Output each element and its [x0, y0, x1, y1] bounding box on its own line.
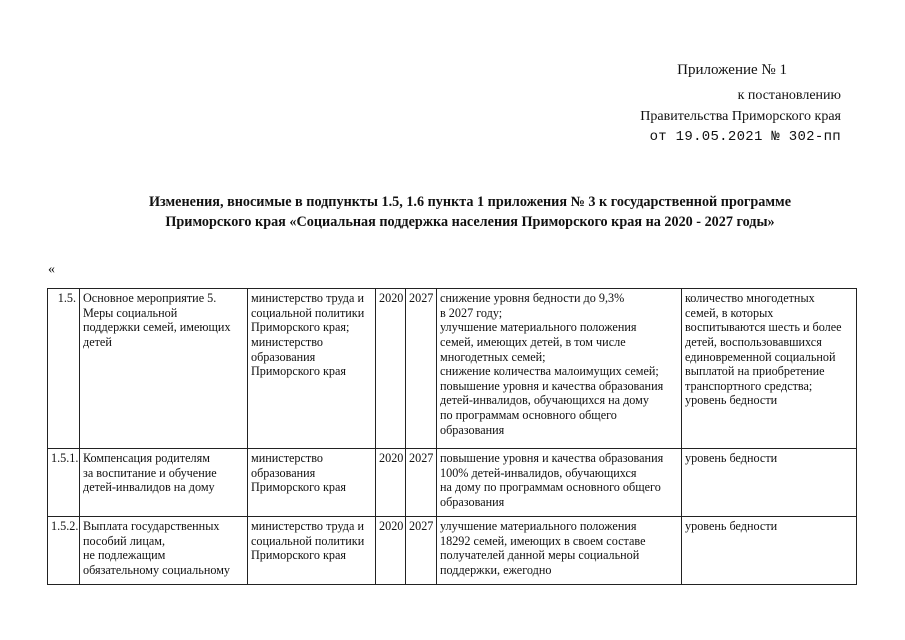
measure-start-year: 2020	[376, 449, 406, 517]
measure-number: 1.5.2.	[48, 517, 80, 585]
table-row	[48, 449, 857, 517]
ruling-date-number: от 19.05.2021 № 302-пп	[649, 129, 841, 145]
measure-executor: министерство образования Приморского края	[248, 449, 376, 517]
measure-start-year: 2020	[376, 289, 406, 449]
measure-executor: министерство труда и социальной политики Приморского края	[248, 517, 376, 585]
measure-end-year: 2027	[406, 289, 437, 449]
ruling-line-1: к постановлению	[737, 88, 841, 103]
measure-executor: министерство труда и социальной политики Приморского края; министерство образования Приморского края	[248, 289, 376, 449]
document-title-line-1: Изменения, вносимые в подпункты 1.5, 1.6 пункта 1 приложения № 3 к государственной программе	[148, 194, 791, 210]
table-row	[48, 289, 857, 449]
ruling-reference	[640, 85, 841, 148]
measure-name: Основное мероприятие 5. Меры социальной поддержки семей, имеющих детей	[80, 289, 248, 449]
measure-end-year: 2027	[406, 449, 437, 517]
measure-indicator: уровень бедности	[682, 449, 857, 517]
measure-name: Выплата государственных пособий лицам, не подлежащим обязательному социальному	[80, 517, 248, 585]
measure-indicator: количество многодетных семей, в которых воспитываются шесть и более детей, воспользовавшихся единовременной социальной выплатой на приобретение транспортного средства; уровень бедности	[682, 289, 857, 449]
document-title-line-2: Приморского края «Социальная поддержка населения Приморского края на 2020 - 2027 годы»	[165, 213, 775, 230]
opening-quote-mark: «	[48, 262, 55, 277]
measure-expected-result: снижение уровня бедности до 9,3% в 2027 году; улучшение материального положения семей, имеющих детей, в том числе многодетных семей; снижение количества малоимущих семей; повышение уровня и качества образования детей-инвалидов, обучающихся на дому по программам основного общего образования	[437, 289, 682, 449]
measure-indicator: уровень бедности	[682, 517, 857, 585]
ruling-line-2: Правительства Приморского края	[640, 109, 841, 124]
measures-table	[47, 288, 857, 585]
measure-expected-result: улучшение материального положения 18292 семей, имеющих в своем составе получателей данной меры социальной поддержки, ежегодно	[437, 517, 682, 585]
measure-number: 1.5.1.	[48, 449, 80, 517]
measure-name: Компенсация родителям за воспитание и обучение детей-инвалидов на дому	[80, 449, 248, 517]
measure-expected-result: повышение уровня и качества образования 100% детей-инвалидов, обучающихся на дому по программам основного общего образования	[437, 449, 682, 517]
table-row	[48, 517, 857, 585]
measure-end-year: 2027	[406, 517, 437, 585]
appendix-number: Приложение № 1	[677, 62, 787, 78]
measure-number: 1.5.	[48, 289, 80, 449]
measure-start-year: 2020	[376, 517, 406, 585]
document-title	[100, 193, 840, 233]
